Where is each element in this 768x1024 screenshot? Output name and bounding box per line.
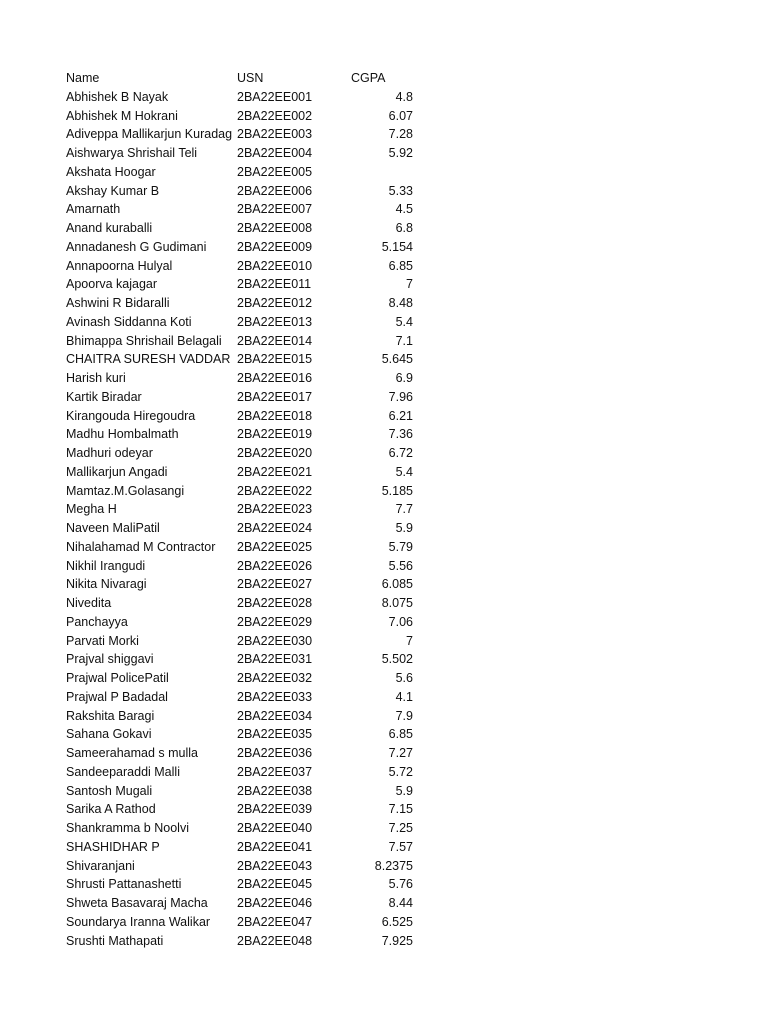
cell-cgpa: 5.79 — [388, 539, 413, 554]
cell-usn: 2BA22EE043 — [237, 858, 313, 873]
table-row — [66, 800, 426, 819]
cell-cgpa: 5.645 — [381, 352, 413, 367]
cell-usn: 2BA22EE048 — [237, 933, 313, 948]
cell-name: Avinash Siddanna Koti — [66, 314, 192, 329]
cell-usn: 2BA22EE037 — [237, 764, 313, 779]
header-row — [66, 69, 426, 88]
cell-cgpa: 6.07 — [388, 108, 413, 123]
table-row — [66, 313, 426, 332]
cell-usn: 2BA22EE024 — [237, 521, 313, 535]
student-cgpa-table — [66, 69, 426, 950]
cell-cgpa: 5.6 — [395, 671, 413, 685]
cell-name: Ashwini R Bidaralli — [66, 296, 170, 310]
cell-usn: 2BA22EE015 — [237, 352, 313, 367]
table-row — [66, 613, 426, 632]
cell-name: Shivaranjani — [66, 858, 135, 873]
table-row — [66, 425, 426, 444]
cell-name: Prajwal P Badadal — [66, 689, 168, 704]
cell-usn: 2BA22EE001 — [237, 89, 313, 104]
cell-cgpa: 5.33 — [388, 183, 413, 198]
table-row — [66, 538, 426, 557]
table-row — [66, 144, 426, 163]
cell-cgpa: 6.72 — [388, 446, 413, 460]
cell-cgpa: 7.7 — [395, 502, 413, 517]
table-row — [66, 725, 426, 744]
cell-usn: 2BA22EE047 — [237, 914, 313, 929]
table-row — [66, 294, 426, 313]
cell-cgpa: 6.85 — [388, 727, 413, 742]
cell-name: Srushti Mathapati — [66, 933, 164, 948]
cell-cgpa: 5.9 — [395, 783, 413, 798]
table-row — [66, 200, 426, 219]
cell-cgpa: 7.06 — [388, 614, 413, 629]
cell-name: Adiveppa Mallikarjun Kuradag — [66, 127, 233, 142]
cell-cgpa: 7.925 — [381, 933, 413, 948]
cell-usn: 2BA22EE012 — [237, 296, 313, 310]
table-row — [66, 819, 426, 838]
table-row — [66, 913, 426, 932]
cell-name: Nikhil Irangudi — [66, 558, 146, 573]
table-row — [66, 857, 426, 876]
table-row — [66, 894, 426, 913]
cell-usn: 2BA22EE027 — [237, 577, 313, 592]
cell-name: Akshata Hoogar — [66, 164, 156, 179]
cell-cgpa: 8.48 — [388, 296, 413, 310]
table-row — [66, 219, 426, 238]
table-row — [66, 875, 426, 894]
cell-cgpa: 7.1 — [395, 333, 413, 348]
cell-usn: 2BA22EE028 — [237, 596, 313, 610]
cell-usn: 2BA22EE004 — [237, 146, 313, 160]
column-header-name: Name — [66, 71, 100, 85]
cell-cgpa: 7.15 — [388, 802, 413, 817]
table-row — [66, 107, 426, 126]
table-row — [66, 575, 426, 594]
cell-name: Annapoorna Hulyal — [66, 258, 173, 273]
cell-usn: 2BA22EE035 — [237, 727, 313, 742]
cell-usn: 2BA22EE017 — [237, 389, 313, 404]
column-header-cgpa: CGPA — [351, 71, 386, 85]
cell-name: Prajval shiggavi — [66, 652, 154, 667]
cell-name: Anand kuraballi — [66, 221, 153, 235]
cell-usn: 2BA22EE029 — [237, 614, 313, 629]
cell-name: Madhu Hombalmath — [66, 427, 179, 442]
cell-name: Apoorva kajagar — [66, 277, 158, 292]
cell-cgpa: 4.5 — [395, 202, 413, 217]
cell-cgpa: 7.28 — [388, 127, 413, 142]
cell-name: Akshay Kumar B — [66, 183, 160, 198]
cell-cgpa: 8.075 — [381, 596, 413, 610]
cell-usn: 2BA22EE011 — [237, 277, 312, 292]
cell-usn: 2BA22EE020 — [237, 446, 313, 460]
cell-name: Parvati Morki — [66, 633, 139, 648]
cell-usn: 2BA22EE003 — [237, 127, 313, 142]
table-row — [66, 482, 426, 501]
cell-name: CHAITRA SURESH VADDAR — [66, 352, 231, 367]
table-row — [66, 388, 426, 407]
table-row — [66, 782, 426, 801]
cell-cgpa: 6.085 — [381, 577, 413, 592]
cell-usn: 2BA22EE007 — [237, 202, 313, 217]
cell-name: SHASHIDHAR P — [66, 839, 160, 854]
cell-cgpa: 6.21 — [388, 408, 413, 423]
cell-cgpa: 5.72 — [388, 764, 413, 779]
column-header-usn: USN — [237, 71, 264, 85]
cell-cgpa: 5.154 — [381, 239, 413, 254]
cell-cgpa: 7.9 — [395, 708, 413, 723]
cell-usn: 2BA22EE046 — [237, 896, 313, 910]
cell-name: Nivedita — [66, 596, 112, 610]
cell-usn: 2BA22EE045 — [237, 877, 313, 892]
cell-usn: 2BA22EE038 — [237, 783, 313, 798]
table-row — [66, 763, 426, 782]
cell-usn: 2BA22EE016 — [237, 371, 313, 385]
cell-cgpa: 5.502 — [381, 652, 413, 667]
table-row — [66, 463, 426, 482]
table-row — [66, 125, 426, 144]
cell-usn: 2BA22EE014 — [237, 333, 313, 348]
table-row — [66, 838, 426, 857]
cell-name: Santosh Mugali — [66, 783, 153, 798]
cell-name: Kirangouda Hiregoudra — [66, 408, 196, 423]
cell-cgpa: 5.4 — [395, 314, 413, 329]
cell-cgpa: 5.9 — [395, 521, 413, 535]
cell-usn: 2BA22EE013 — [237, 314, 313, 329]
cell-name: Sarika A Rathod — [66, 802, 156, 817]
cell-usn: 2BA22EE018 — [237, 408, 313, 423]
table-row — [66, 688, 426, 707]
table-row — [66, 350, 426, 369]
table-row — [66, 707, 426, 726]
cell-usn: 2BA22EE041 — [237, 839, 313, 854]
cell-cgpa: 7.27 — [388, 746, 413, 760]
cell-usn: 2BA22EE031 — [237, 652, 313, 667]
cell-usn: 2BA22EE009 — [237, 239, 313, 254]
cell-cgpa: 8.44 — [388, 896, 413, 910]
cell-usn: 2BA22EE039 — [237, 802, 313, 817]
cell-name: Bhimappa Shrishail Belagali — [66, 333, 222, 348]
table-row — [66, 632, 426, 651]
cell-name: Shrusti Pattanashetti — [66, 877, 182, 892]
table-row — [66, 932, 426, 951]
cell-name: Kartik Biradar — [66, 389, 142, 404]
cell-usn: 2BA22EE036 — [237, 746, 313, 760]
cell-usn: 2BA22EE034 — [237, 708, 313, 723]
cell-usn: 2BA22EE026 — [237, 558, 313, 573]
table-row — [66, 257, 426, 276]
cell-name: Megha H — [66, 502, 117, 517]
table-row — [66, 444, 426, 463]
cell-name: Abhishek M Hokrani — [66, 108, 178, 123]
table-row — [66, 669, 426, 688]
cell-name: Abhishek B Nayak — [66, 89, 169, 104]
table-row — [66, 519, 426, 538]
cell-cgpa: 5.185 — [381, 483, 413, 498]
cell-cgpa: 7.25 — [388, 821, 413, 835]
table-row — [66, 332, 426, 351]
cell-name: Aishwarya Shrishail Teli — [66, 146, 198, 160]
cell-name: Sameerahamad s mulla — [66, 746, 199, 760]
cell-cgpa: 4.1 — [395, 689, 413, 704]
cell-name: Shankramma b Noolvi — [66, 821, 189, 835]
cell-cgpa: 7.96 — [388, 389, 413, 404]
table-row — [66, 500, 426, 519]
cell-cgpa: 4.8 — [395, 89, 413, 104]
cell-cgpa: 5.92 — [388, 146, 413, 160]
cell-name: Amarnath — [66, 202, 121, 217]
cell-name: Naveen MaliPatil — [66, 521, 160, 535]
cell-name: Mallikarjun Angadi — [66, 464, 168, 479]
cell-cgpa: 7 — [406, 277, 413, 292]
cell-cgpa: 6.85 — [388, 258, 413, 273]
cell-name: Mamtaz.M.Golasangi — [66, 483, 185, 498]
cell-usn: 2BA22EE022 — [237, 483, 313, 498]
cell-name: Prajwal PolicePatil — [66, 671, 169, 685]
cell-name: Shweta Basavaraj Macha — [66, 896, 208, 910]
cell-name: Nihalahamad M Contractor — [66, 539, 216, 554]
cell-usn: 2BA22EE033 — [237, 689, 313, 704]
table-row — [66, 744, 426, 763]
cell-name: Soundarya Iranna Walikar — [66, 914, 211, 929]
table-row — [66, 557, 426, 576]
table-row — [66, 650, 426, 669]
cell-usn: 2BA22EE030 — [237, 633, 313, 648]
table-row — [66, 407, 426, 426]
cell-name: Madhuri odeyar — [66, 446, 153, 460]
cell-usn: 2BA22EE008 — [237, 221, 313, 235]
table-row — [66, 88, 426, 107]
cell-cgpa: 7.57 — [388, 839, 413, 854]
table-row — [66, 275, 426, 294]
cell-cgpa: 7.36 — [388, 427, 413, 442]
cell-name: Annadanesh G Gudimani — [66, 239, 207, 254]
table-row — [66, 163, 426, 182]
cell-name: Nikita Nivaragi — [66, 577, 147, 592]
table-row — [66, 594, 426, 613]
cell-usn: 2BA22EE010 — [237, 258, 313, 273]
cell-usn: 2BA22EE025 — [237, 539, 313, 554]
table-row — [66, 238, 426, 257]
cell-cgpa: 6.9 — [395, 371, 413, 385]
cell-usn: 2BA22EE040 — [237, 821, 313, 835]
cell-name: Sahana Gokavi — [66, 727, 152, 742]
cell-cgpa: 5.4 — [395, 464, 413, 479]
cell-cgpa: 5.76 — [388, 877, 413, 892]
cell-usn: 2BA22EE019 — [237, 427, 313, 442]
cell-cgpa: 5.56 — [388, 558, 413, 573]
cell-cgpa: 6.525 — [381, 914, 413, 929]
cell-name: Panchayya — [66, 614, 128, 629]
cell-usn: 2BA22EE006 — [237, 183, 313, 198]
cell-cgpa: 8.2375 — [374, 858, 413, 873]
table-row — [66, 369, 426, 388]
cell-usn: 2BA22EE032 — [237, 671, 313, 685]
cell-usn: 2BA22EE005 — [237, 164, 313, 179]
cell-usn: 2BA22EE002 — [237, 108, 313, 123]
cell-name: Harish kuri — [66, 371, 126, 385]
cell-usn: 2BA22EE021 — [237, 464, 313, 479]
table-row — [66, 182, 426, 201]
cell-name: Rakshita Baragi — [66, 708, 155, 723]
cell-name: Sandeeparaddi Malli — [66, 764, 180, 779]
cell-cgpa: 6.8 — [395, 221, 413, 235]
table-body — [66, 88, 426, 951]
cell-cgpa: 7 — [406, 633, 413, 648]
cell-usn: 2BA22EE023 — [237, 502, 313, 517]
